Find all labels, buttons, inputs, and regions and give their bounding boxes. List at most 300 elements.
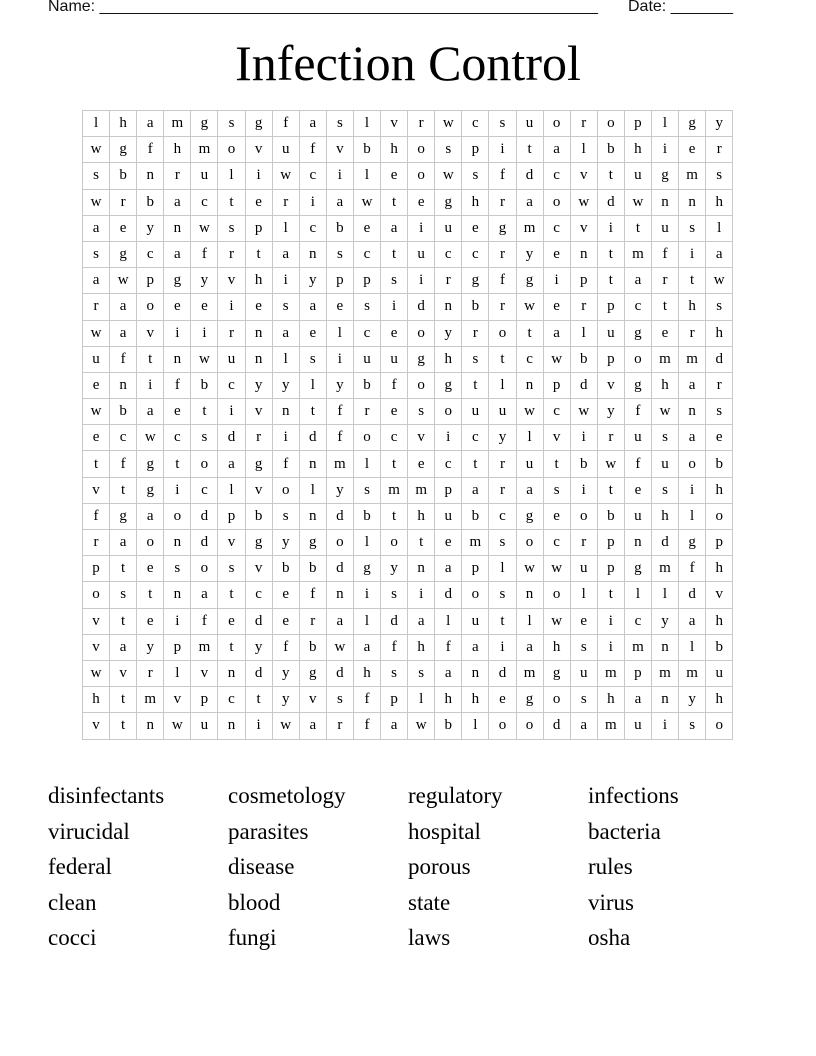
grid-letter[interactable]: p xyxy=(353,268,380,294)
grid-letter[interactable]: p xyxy=(245,215,272,241)
grid-letter[interactable]: h xyxy=(624,137,651,163)
grid-letter[interactable]: m xyxy=(679,660,706,686)
grid-letter[interactable]: v xyxy=(543,425,570,451)
grid-letter[interactable]: u xyxy=(570,660,597,686)
grid-letter[interactable]: l xyxy=(218,477,245,503)
grid-letter[interactable]: g xyxy=(299,660,326,686)
grid-letter[interactable]: v xyxy=(83,608,110,634)
grid-letter[interactable]: e xyxy=(218,608,245,634)
grid-letter[interactable]: t xyxy=(83,451,110,477)
grid-letter[interactable]: u xyxy=(218,346,245,372)
grid-letter[interactable]: n xyxy=(679,189,706,215)
grid-letter[interactable]: u xyxy=(651,451,678,477)
grid-letter[interactable]: c xyxy=(543,399,570,425)
grid-letter[interactable]: u xyxy=(191,163,218,189)
grid-letter[interactable]: r xyxy=(218,241,245,267)
grid-letter[interactable]: w xyxy=(570,399,597,425)
grid-letter[interactable]: n xyxy=(272,399,299,425)
grid-letter[interactable]: w xyxy=(353,189,380,215)
grid-letter[interactable]: o xyxy=(570,503,597,529)
grid-letter[interactable]: g xyxy=(651,163,678,189)
grid-letter[interactable]: i xyxy=(489,137,516,163)
grid-letter[interactable]: s xyxy=(353,294,380,320)
grid-letter[interactable]: a xyxy=(462,634,489,660)
grid-letter[interactable]: s xyxy=(218,215,245,241)
grid-letter[interactable]: r xyxy=(299,608,326,634)
grid-letter[interactable]: f xyxy=(137,137,164,163)
grid-letter[interactable]: b xyxy=(597,503,624,529)
grid-letter[interactable]: r xyxy=(597,425,624,451)
grid-letter[interactable]: s xyxy=(83,163,110,189)
grid-letter[interactable]: v xyxy=(570,163,597,189)
grid-letter[interactable]: t xyxy=(110,687,137,713)
grid-letter[interactable]: m xyxy=(137,687,164,713)
grid-letter[interactable]: y xyxy=(326,372,353,398)
grid-letter[interactable]: f xyxy=(299,137,326,163)
grid-letter[interactable]: e xyxy=(381,163,408,189)
grid-letter[interactable]: n xyxy=(164,530,191,556)
grid-letter[interactable]: l xyxy=(83,111,110,137)
grid-letter[interactable]: p xyxy=(83,556,110,582)
grid-letter[interactable]: f xyxy=(624,451,651,477)
grid-letter[interactable]: d xyxy=(191,503,218,529)
grid-letter[interactable]: c xyxy=(543,163,570,189)
grid-letter[interactable]: l xyxy=(218,163,245,189)
grid-letter[interactable]: r xyxy=(218,320,245,346)
grid-letter[interactable]: t xyxy=(110,477,137,503)
grid-letter[interactable]: d xyxy=(597,189,624,215)
grid-letter[interactable]: f xyxy=(272,634,299,660)
grid-letter[interactable]: h xyxy=(381,137,408,163)
grid-letter[interactable]: u xyxy=(516,111,543,137)
grid-letter[interactable]: r xyxy=(679,320,706,346)
grid-letter[interactable]: s xyxy=(326,111,353,137)
grid-letter[interactable]: n xyxy=(299,241,326,267)
grid-letter[interactable]: n xyxy=(110,372,137,398)
grid-letter[interactable]: t xyxy=(624,215,651,241)
grid-letter[interactable]: n xyxy=(137,163,164,189)
grid-letter[interactable]: e xyxy=(435,530,462,556)
grid-letter[interactable]: a xyxy=(435,556,462,582)
grid-letter[interactable]: m xyxy=(679,346,706,372)
grid-letter[interactable]: b xyxy=(245,503,272,529)
grid-letter[interactable]: o xyxy=(218,137,245,163)
grid-letter[interactable]: r xyxy=(272,189,299,215)
grid-letter[interactable]: c xyxy=(624,294,651,320)
grid-letter[interactable]: a xyxy=(137,503,164,529)
grid-letter[interactable]: a xyxy=(164,189,191,215)
grid-letter[interactable]: h xyxy=(83,687,110,713)
grid-letter[interactable]: w xyxy=(83,660,110,686)
grid-letter[interactable]: y xyxy=(191,268,218,294)
grid-letter[interactable]: e xyxy=(83,372,110,398)
grid-letter[interactable]: g xyxy=(408,346,435,372)
grid-letter[interactable]: o xyxy=(381,530,408,556)
grid-letter[interactable]: t xyxy=(489,346,516,372)
grid-letter[interactable]: o xyxy=(164,503,191,529)
grid-letter[interactable]: c xyxy=(462,241,489,267)
grid-letter[interactable]: a xyxy=(543,137,570,163)
grid-letter[interactable]: v xyxy=(299,687,326,713)
grid-letter[interactable]: v xyxy=(83,634,110,660)
grid-letter[interactable]: s xyxy=(326,687,353,713)
grid-letter[interactable]: r xyxy=(489,294,516,320)
grid-letter[interactable]: i xyxy=(245,713,272,739)
grid-letter[interactable]: b xyxy=(706,634,733,660)
grid-letter[interactable]: t xyxy=(651,294,678,320)
grid-letter[interactable]: s xyxy=(272,503,299,529)
grid-letter[interactable]: y xyxy=(326,477,353,503)
grid-letter[interactable]: o xyxy=(326,530,353,556)
grid-letter[interactable]: d xyxy=(679,582,706,608)
grid-letter[interactable]: i xyxy=(353,582,380,608)
grid-letter[interactable]: e xyxy=(624,477,651,503)
grid-letter[interactable]: a xyxy=(353,634,380,660)
grid-letter[interactable]: a xyxy=(462,477,489,503)
grid-letter[interactable]: g xyxy=(245,111,272,137)
grid-letter[interactable]: e xyxy=(164,399,191,425)
grid-letter[interactable]: n xyxy=(164,346,191,372)
grid-letter[interactable]: b xyxy=(706,451,733,477)
grid-letter[interactable]: r xyxy=(408,111,435,137)
grid-letter[interactable]: v xyxy=(597,372,624,398)
grid-letter[interactable]: f xyxy=(110,451,137,477)
grid-letter[interactable]: r xyxy=(489,477,516,503)
grid-letter[interactable]: d xyxy=(245,608,272,634)
grid-letter[interactable]: c xyxy=(245,582,272,608)
grid-letter[interactable]: y xyxy=(137,215,164,241)
grid-letter[interactable]: g xyxy=(489,215,516,241)
grid-letter[interactable]: i xyxy=(191,320,218,346)
grid-letter[interactable]: n xyxy=(651,687,678,713)
grid-letter[interactable]: h xyxy=(353,660,380,686)
grid-letter[interactable]: p xyxy=(164,634,191,660)
grid-letter[interactable]: g xyxy=(245,530,272,556)
grid-letter[interactable]: w xyxy=(83,320,110,346)
grid-letter[interactable]: w xyxy=(272,163,299,189)
grid-letter[interactable]: y xyxy=(299,268,326,294)
grid-letter[interactable]: y xyxy=(706,111,733,137)
grid-letter[interactable]: a xyxy=(381,215,408,241)
grid-letter[interactable]: i xyxy=(570,425,597,451)
grid-letter[interactable]: h xyxy=(706,687,733,713)
grid-letter[interactable]: e xyxy=(462,215,489,241)
grid-letter[interactable]: u xyxy=(651,215,678,241)
grid-letter[interactable]: n xyxy=(326,582,353,608)
grid-letter[interactable]: t xyxy=(299,399,326,425)
grid-letter[interactable]: t xyxy=(408,530,435,556)
grid-letter[interactable]: a xyxy=(516,477,543,503)
grid-letter[interactable]: a xyxy=(272,241,299,267)
grid-letter[interactable]: m xyxy=(326,451,353,477)
grid-letter[interactable]: i xyxy=(651,137,678,163)
grid-letter[interactable]: w xyxy=(570,189,597,215)
grid-letter[interactable]: s xyxy=(570,687,597,713)
grid-letter[interactable]: n xyxy=(245,320,272,346)
grid-letter[interactable]: p xyxy=(137,268,164,294)
grid-letter[interactable]: e xyxy=(408,451,435,477)
grid-letter[interactable]: c xyxy=(191,189,218,215)
grid-letter[interactable]: i xyxy=(381,294,408,320)
grid-letter[interactable]: p xyxy=(597,530,624,556)
grid-letter[interactable]: a xyxy=(326,608,353,634)
grid-letter[interactable]: y xyxy=(489,425,516,451)
grid-letter[interactable]: v xyxy=(245,137,272,163)
grid-letter[interactable]: w xyxy=(516,399,543,425)
grid-letter[interactable]: a xyxy=(299,111,326,137)
grid-letter[interactable]: d xyxy=(489,660,516,686)
grid-letter[interactable]: n xyxy=(164,215,191,241)
grid-letter[interactable]: e xyxy=(651,320,678,346)
grid-letter[interactable]: s xyxy=(489,111,516,137)
grid-letter[interactable]: b xyxy=(326,215,353,241)
grid-letter[interactable]: g xyxy=(543,660,570,686)
grid-letter[interactable]: c xyxy=(191,477,218,503)
grid-letter[interactable]: h xyxy=(706,320,733,346)
grid-letter[interactable]: y xyxy=(381,556,408,582)
grid-letter[interactable]: u xyxy=(462,399,489,425)
grid-letter[interactable]: n xyxy=(570,241,597,267)
grid-letter[interactable]: g xyxy=(516,687,543,713)
grid-letter[interactable]: a xyxy=(164,241,191,267)
grid-letter[interactable]: i xyxy=(651,713,678,739)
grid-letter[interactable]: r xyxy=(462,320,489,346)
grid-letter[interactable]: w xyxy=(435,163,462,189)
grid-letter[interactable]: l xyxy=(570,582,597,608)
grid-letter[interactable]: y xyxy=(245,634,272,660)
grid-letter[interactable]: i xyxy=(408,582,435,608)
grid-letter[interactable]: w xyxy=(191,346,218,372)
grid-letter[interactable]: c xyxy=(299,215,326,241)
grid-letter[interactable]: n xyxy=(679,399,706,425)
grid-letter[interactable]: g xyxy=(137,451,164,477)
grid-letter[interactable]: p xyxy=(543,372,570,398)
grid-letter[interactable]: i xyxy=(408,268,435,294)
grid-letter[interactable]: c xyxy=(110,425,137,451)
grid-letter[interactable]: f xyxy=(624,399,651,425)
grid-letter[interactable]: t xyxy=(110,556,137,582)
grid-letter[interactable]: g xyxy=(164,268,191,294)
grid-letter[interactable]: t xyxy=(381,451,408,477)
grid-letter[interactable]: o xyxy=(597,111,624,137)
grid-letter[interactable]: c xyxy=(137,241,164,267)
grid-letter[interactable]: d xyxy=(516,163,543,189)
grid-letter[interactable]: o xyxy=(191,451,218,477)
grid-letter[interactable]: g xyxy=(435,189,462,215)
grid-letter[interactable]: o xyxy=(408,163,435,189)
grid-letter[interactable]: y xyxy=(679,687,706,713)
grid-letter[interactable]: b xyxy=(570,451,597,477)
grid-letter[interactable]: e xyxy=(272,608,299,634)
grid-letter[interactable]: o xyxy=(408,137,435,163)
grid-letter[interactable]: l xyxy=(679,634,706,660)
grid-letter[interactable]: y xyxy=(245,372,272,398)
grid-letter[interactable]: r xyxy=(570,111,597,137)
grid-letter[interactable]: n xyxy=(435,294,462,320)
grid-letter[interactable]: m xyxy=(651,660,678,686)
grid-letter[interactable]: i xyxy=(543,268,570,294)
grid-letter[interactable]: n xyxy=(462,660,489,686)
grid-letter[interactable]: l xyxy=(516,425,543,451)
grid-letter[interactable]: t xyxy=(462,451,489,477)
grid-letter[interactable]: d xyxy=(191,530,218,556)
grid-letter[interactable]: a xyxy=(191,582,218,608)
grid-letter[interactable]: l xyxy=(651,111,678,137)
grid-letter[interactable]: c xyxy=(462,425,489,451)
grid-letter[interactable]: t xyxy=(462,372,489,398)
grid-letter[interactable]: a xyxy=(624,687,651,713)
grid-letter[interactable]: h xyxy=(651,503,678,529)
grid-letter[interactable]: w xyxy=(543,608,570,634)
grid-letter[interactable]: o xyxy=(272,477,299,503)
grid-letter[interactable]: v xyxy=(218,530,245,556)
grid-letter[interactable]: a xyxy=(381,713,408,739)
grid-letter[interactable]: e xyxy=(679,137,706,163)
grid-letter[interactable]: m xyxy=(462,530,489,556)
grid-letter[interactable]: f xyxy=(110,346,137,372)
grid-letter[interactable]: r xyxy=(489,189,516,215)
grid-letter[interactable]: f xyxy=(191,608,218,634)
grid-letter[interactable]: i xyxy=(164,608,191,634)
grid-letter[interactable]: s xyxy=(706,294,733,320)
grid-letter[interactable]: b xyxy=(137,189,164,215)
grid-letter[interactable]: t xyxy=(516,137,543,163)
grid-letter[interactable]: c xyxy=(516,346,543,372)
grid-letter[interactable]: e xyxy=(543,503,570,529)
grid-letter[interactable]: s xyxy=(381,268,408,294)
grid-letter[interactable]: b xyxy=(435,713,462,739)
grid-letter[interactable]: l xyxy=(679,503,706,529)
grid-letter[interactable]: s xyxy=(381,660,408,686)
grid-letter[interactable]: t xyxy=(597,477,624,503)
grid-letter[interactable]: n xyxy=(299,451,326,477)
grid-letter[interactable]: h xyxy=(245,268,272,294)
grid-letter[interactable]: e xyxy=(381,320,408,346)
grid-letter[interactable]: l xyxy=(706,215,733,241)
grid-letter[interactable]: a xyxy=(706,241,733,267)
grid-letter[interactable]: u xyxy=(83,346,110,372)
grid-letter[interactable]: r xyxy=(137,660,164,686)
grid-letter[interactable]: g xyxy=(110,241,137,267)
grid-letter[interactable]: d xyxy=(435,582,462,608)
grid-letter[interactable]: b xyxy=(299,634,326,660)
grid-letter[interactable]: f xyxy=(164,372,191,398)
grid-letter[interactable]: w xyxy=(191,215,218,241)
grid-letter[interactable]: p xyxy=(191,687,218,713)
grid-letter[interactable]: s xyxy=(435,137,462,163)
grid-letter[interactable]: l xyxy=(408,687,435,713)
grid-letter[interactable]: s xyxy=(706,163,733,189)
grid-letter[interactable]: r xyxy=(326,713,353,739)
grid-letter[interactable]: t xyxy=(245,241,272,267)
grid-letter[interactable]: e xyxy=(353,215,380,241)
grid-letter[interactable]: p xyxy=(462,556,489,582)
grid-letter[interactable]: h xyxy=(706,608,733,634)
grid-letter[interactable]: h xyxy=(462,189,489,215)
grid-letter[interactable]: f xyxy=(299,582,326,608)
grid-letter[interactable]: u xyxy=(435,503,462,529)
grid-letter[interactable]: g xyxy=(110,503,137,529)
grid-letter[interactable]: a xyxy=(679,608,706,634)
grid-letter[interactable]: f xyxy=(381,372,408,398)
grid-letter[interactable]: a xyxy=(110,294,137,320)
grid-letter[interactable]: h xyxy=(706,189,733,215)
grid-letter[interactable]: h xyxy=(706,477,733,503)
grid-letter[interactable]: u xyxy=(435,215,462,241)
grid-letter[interactable]: t xyxy=(218,189,245,215)
grid-letter[interactable]: r xyxy=(570,530,597,556)
grid-letter[interactable]: r xyxy=(83,530,110,556)
grid-letter[interactable]: c xyxy=(218,372,245,398)
grid-letter[interactable]: s xyxy=(489,530,516,556)
grid-letter[interactable]: g xyxy=(624,556,651,582)
grid-letter[interactable]: v xyxy=(245,556,272,582)
grid-letter[interactable]: f xyxy=(191,241,218,267)
grid-letter[interactable]: p xyxy=(624,660,651,686)
grid-letter[interactable]: w xyxy=(516,556,543,582)
grid-letter[interactable]: i xyxy=(245,163,272,189)
grid-letter[interactable]: y xyxy=(137,634,164,660)
grid-letter[interactable]: o xyxy=(543,687,570,713)
grid-letter[interactable]: w xyxy=(272,713,299,739)
grid-letter[interactable]: l xyxy=(272,346,299,372)
grid-letter[interactable]: a xyxy=(110,634,137,660)
grid-letter[interactable]: s xyxy=(326,241,353,267)
grid-letter[interactable]: g xyxy=(137,477,164,503)
grid-letter[interactable]: p xyxy=(570,268,597,294)
grid-letter[interactable]: e xyxy=(489,687,516,713)
grid-letter[interactable]: r xyxy=(489,241,516,267)
grid-letter[interactable]: g xyxy=(110,137,137,163)
grid-letter[interactable]: g xyxy=(245,451,272,477)
grid-letter[interactable]: p xyxy=(462,137,489,163)
grid-letter[interactable]: d xyxy=(381,608,408,634)
grid-letter[interactable]: r xyxy=(651,268,678,294)
grid-letter[interactable]: u xyxy=(462,608,489,634)
grid-letter[interactable]: a xyxy=(435,660,462,686)
grid-letter[interactable]: a xyxy=(408,608,435,634)
grid-letter[interactable]: h xyxy=(408,634,435,660)
grid-letter[interactable]: w xyxy=(435,111,462,137)
grid-letter[interactable]: s xyxy=(191,425,218,451)
grid-letter[interactable]: i xyxy=(570,477,597,503)
grid-letter[interactable]: f xyxy=(326,425,353,451)
grid-letter[interactable]: i xyxy=(272,425,299,451)
grid-letter[interactable]: d xyxy=(326,556,353,582)
grid-letter[interactable]: f xyxy=(353,687,380,713)
grid-letter[interactable]: v xyxy=(706,582,733,608)
grid-letter[interactable]: w xyxy=(164,713,191,739)
grid-letter[interactable]: l xyxy=(299,477,326,503)
grid-letter[interactable]: t xyxy=(597,163,624,189)
grid-letter[interactable]: w xyxy=(83,399,110,425)
grid-letter[interactable]: n xyxy=(651,634,678,660)
grid-letter[interactable]: t xyxy=(489,608,516,634)
grid-letter[interactable]: w xyxy=(326,634,353,660)
grid-letter[interactable]: v xyxy=(83,713,110,739)
grid-letter[interactable]: i xyxy=(164,320,191,346)
grid-letter[interactable]: t xyxy=(516,320,543,346)
grid-letter[interactable]: y xyxy=(651,608,678,634)
grid-letter[interactable]: a xyxy=(272,320,299,346)
grid-letter[interactable]: l xyxy=(435,608,462,634)
grid-letter[interactable]: e xyxy=(245,294,272,320)
grid-letter[interactable]: m xyxy=(651,556,678,582)
grid-letter[interactable]: y xyxy=(272,687,299,713)
grid-letter[interactable]: o xyxy=(137,530,164,556)
grid-letter[interactable]: e xyxy=(326,294,353,320)
grid-letter[interactable]: s xyxy=(164,556,191,582)
